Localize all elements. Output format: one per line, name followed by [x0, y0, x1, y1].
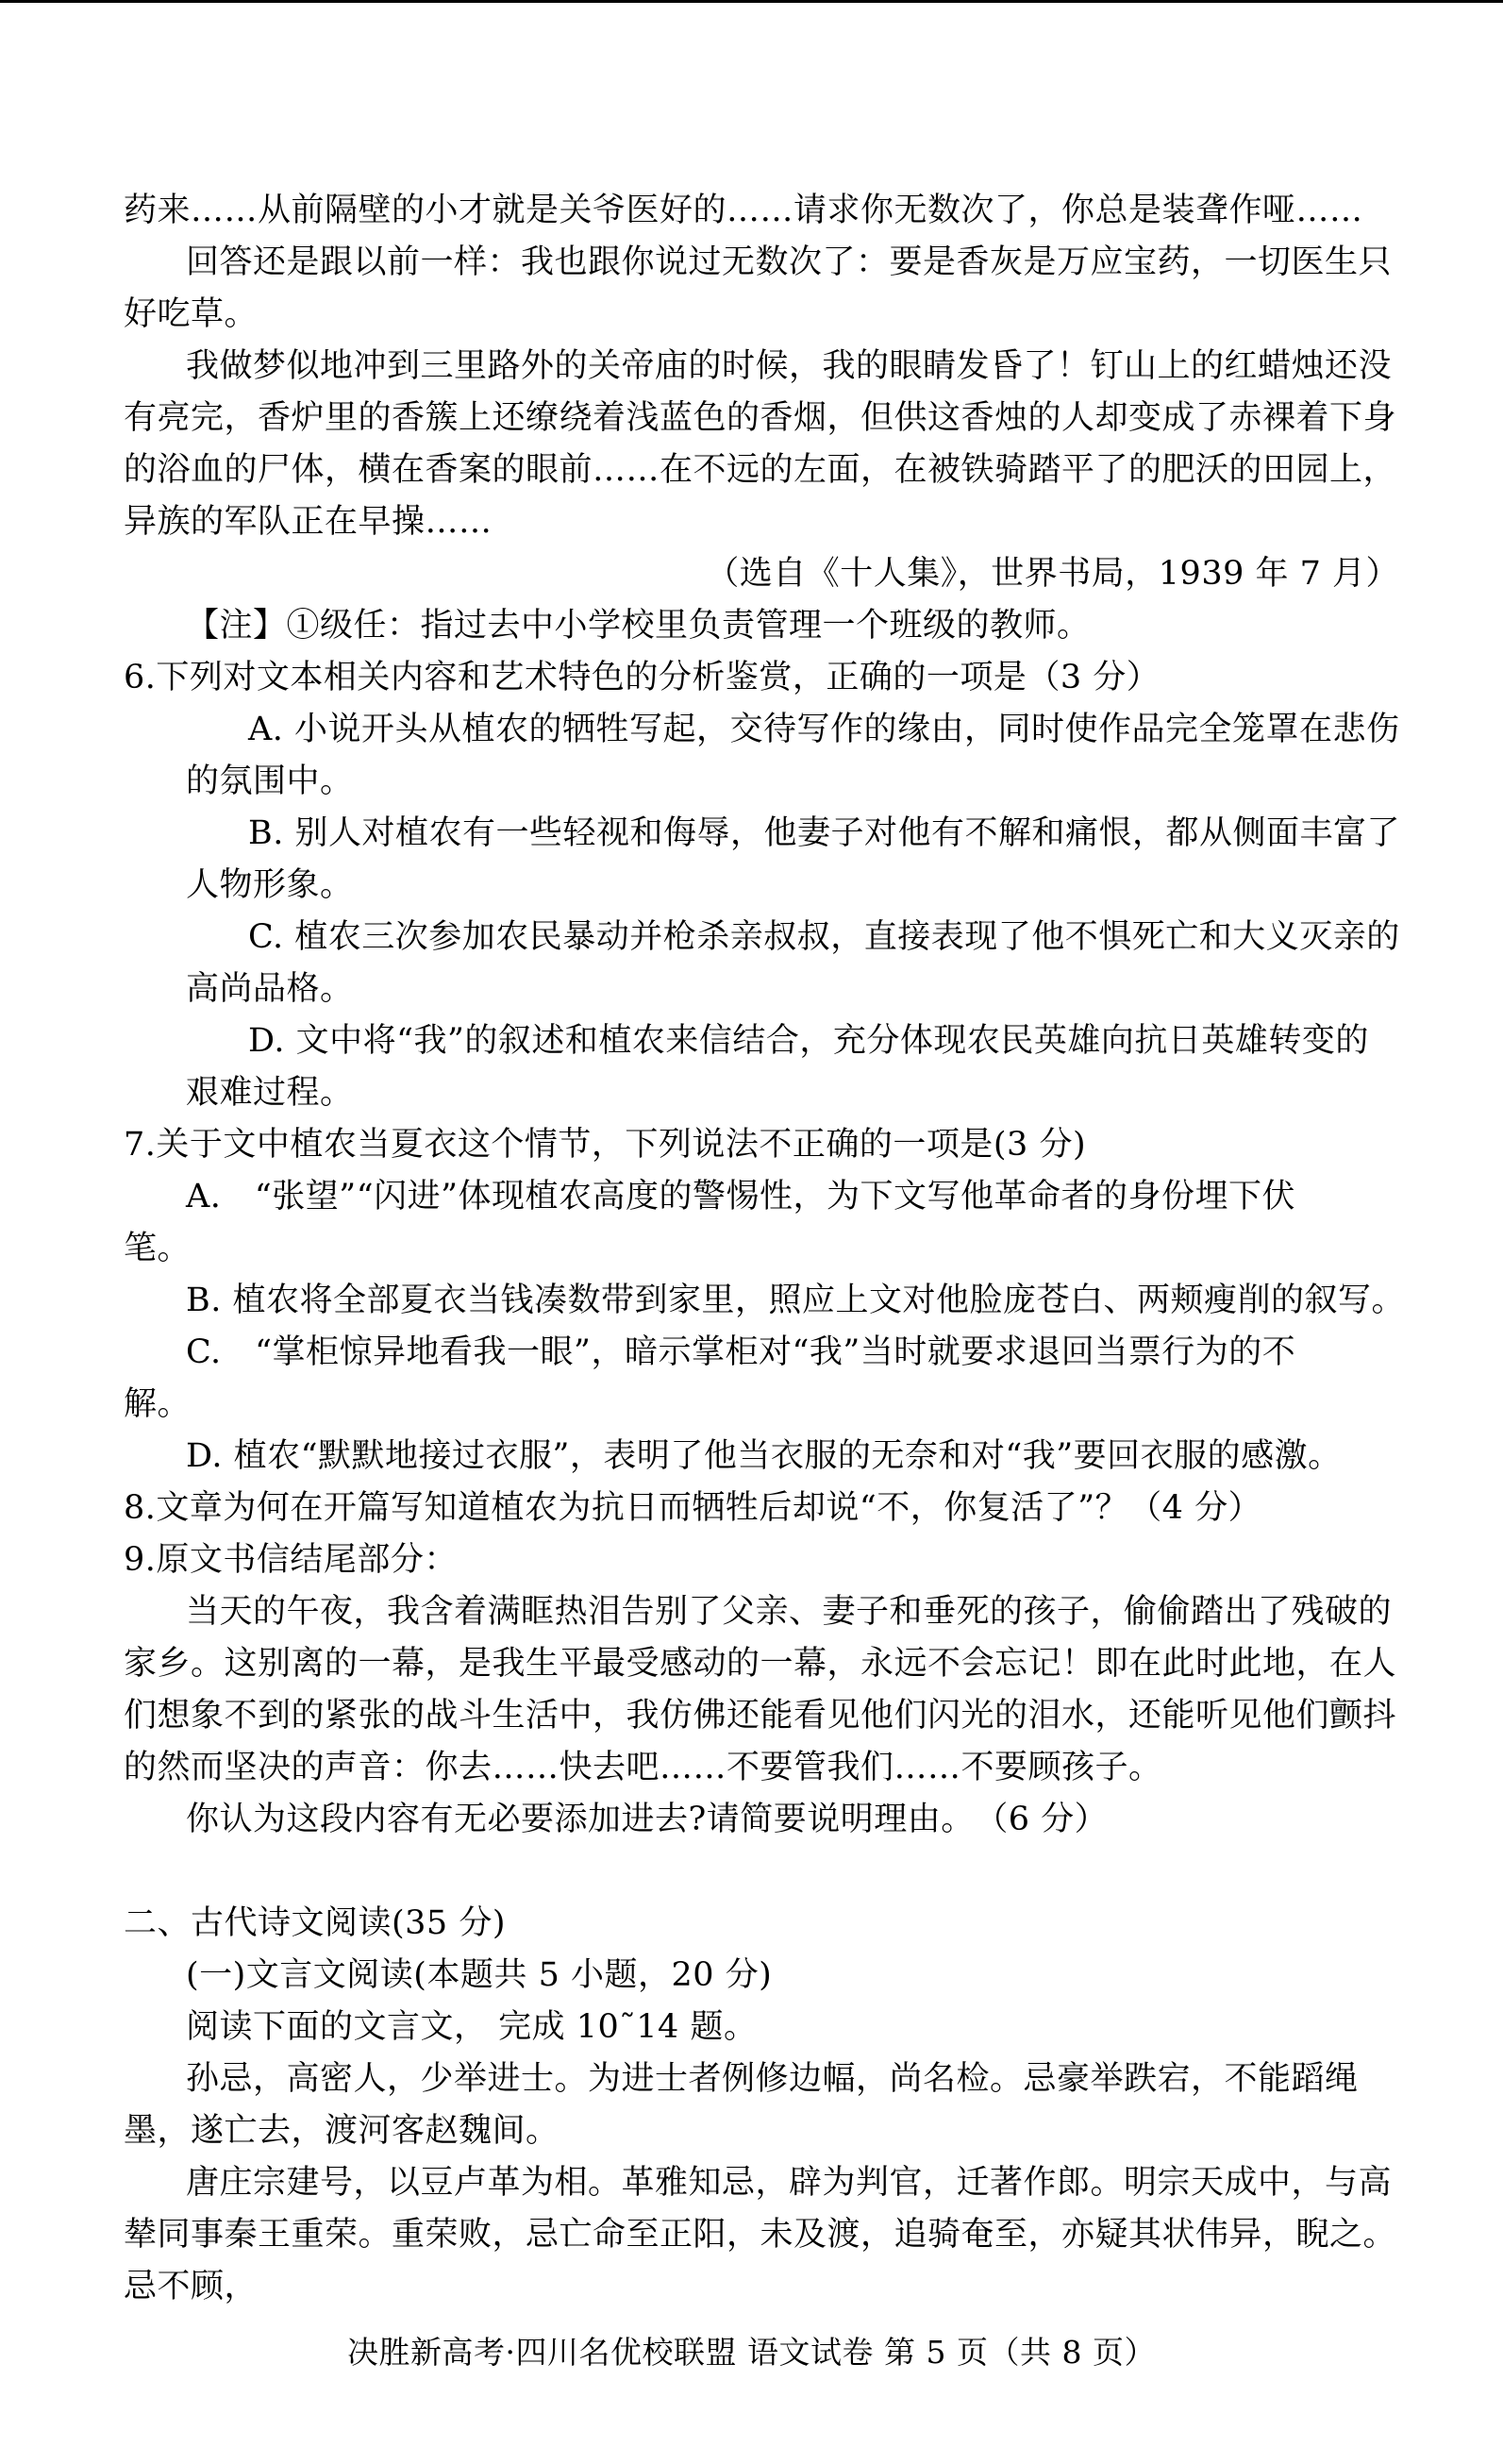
- story-paragraph-dream-cont-3: 异族的军队正在早操……: [124, 503, 493, 541]
- classical-text-paragraph-1: 孙忌，高密人，少举进士。为进士者例修边幅，尚名检。忌豪举跌宕，不能蹈绳: [186, 2060, 1359, 2098]
- footnote: 【注】①级任：指过去中小学校里负责管理一个班级的教师。: [186, 607, 1091, 645]
- question-8-stem: 8.文章为何在开篇写知道植农为抗日而牺牲后却说“不，你复活了”？（4 分）: [124, 1489, 1262, 1527]
- question-7-option-b: B. 植农将全部夏衣当钱凑数带到家里，照应上文对他脸庞苍白、两颊瘦削的叙写。: [186, 1282, 1405, 1319]
- classical-text-paragraph-2-cont-1: 辇同事秦王重荣。重荣败，忌亡命至正阳，未及渡，追骑奄至，亦疑其状伟异，睨之。: [124, 2216, 1397, 2254]
- question-9-letter-excerpt-4: 的然而坚决的声音：你去……快去吧……不要管我们……不要顾孩子。: [124, 1749, 1162, 1786]
- question-9-task: 你认为这段内容有无必要添加进去?请简要说明理由。 （6 分）: [186, 1801, 1109, 1838]
- question-7-option-c: C. “掌柜惊异地看我一眼”，暗示掌柜对“我”当时就要求退回当票行为的不: [186, 1333, 1296, 1371]
- question-9-letter-excerpt-1: 当天的午夜，我含着满眶热泪告别了父亲、妻子和垂死的孩子，偷偷踏出了残破的: [186, 1593, 1393, 1631]
- question-9-letter-excerpt-3: 们想象不到的紧张的战斗生活中，我仿佛还能看见他们闪光的泪水，还能听见他们颤抖: [124, 1697, 1397, 1735]
- source-attribution: （选自《十人集》，世界书局，1939 年 7 月）: [706, 555, 1399, 593]
- classical-text-paragraph-1-cont: 墨，遂亡去，渡河客赵魏间。: [124, 2112, 559, 2150]
- question-7-option-a-cont: 笔。: [124, 1230, 192, 1267]
- classical-text-paragraph-2: 唐庄宗建号，以豆卢革为相。革雅知忌，辟为判官，迁著作郎。明宗天成中，与高: [186, 2164, 1393, 2202]
- question-7-option-c-cont: 解。: [124, 1385, 192, 1423]
- story-paragraph-dream-cont-1: 有亮完，香炉里的香簇上还缭绕着浅蓝色的香烟，但供这香烛的人却变成了赤裸着下身: [124, 399, 1397, 437]
- story-line-continuation: 药来……从前隔壁的小才就是关爷医好的……请求你无数次了，你总是装聋作哑……: [124, 192, 1363, 229]
- question-6-option-b-cont: 人物形象。: [186, 866, 354, 904]
- exam-text-block: [124, 185, 1405, 2313]
- story-paragraph-reply: 回答还是跟以前一样：我也跟你说过无数次了：要是香灰是万应宝药，一切医生只: [186, 243, 1393, 281]
- question-6-option-c-cont: 高尚品格。: [186, 970, 354, 1008]
- question-6-option-a-cont: 的氛围中。: [186, 763, 354, 800]
- question-6-option-d: D. 文中将“我”的叙述和植农来信结合，充分体现农民英雄向抗日英雄转变的: [248, 1022, 1369, 1060]
- question-6-option-d-cont: 艰难过程。: [186, 1074, 354, 1112]
- reading-instruction: 阅读下面的文言文， 完成 10˜14 题。: [186, 2008, 758, 2046]
- page-footer: 决胜新高考·四川名优校联盟 语文试卷 第 5 页（共 8 页）: [347, 2334, 1156, 2371]
- classical-text-paragraph-2-cont-2: 忌不顾，: [124, 2268, 259, 2305]
- question-7-option-d: D. 植农“默默地接过衣服”，表明了他当衣服的无奈和对“我”要回衣服的感激。: [186, 1437, 1342, 1475]
- story-paragraph-dream-cont-2: 的浴血的尸体，横在香案的眼前……在不远的左面，在被铁骑踏平了的肥沃的田园上，: [124, 451, 1397, 489]
- question-9-letter-excerpt-2: 家乡。这别离的一幕，是我生平最受感动的一幕，永远不会忘记！即在此时此地，在人: [124, 1645, 1397, 1683]
- story-paragraph-dream: 我做梦似地冲到三里路外的关帝庙的时候，我的眼睛发昏了！钉山上的红蜡烛还没: [186, 347, 1393, 385]
- question-6-option-a: A. 小说开头从植农的牺牲写起，交待写作的缘由，同时使作品完全笼罩在悲伤: [248, 711, 1400, 748]
- question-7-option-a: A. “张望”“闪进”体现植农高度的警惕性，为下文写他革命者的身份埋下伏: [186, 1178, 1295, 1215]
- question-7-stem: 7.关于文中植农当夏衣这个情节，下列说法不正确的一项是(3 分): [124, 1126, 1087, 1164]
- question-6-stem: 6.下列对文本相关内容和艺术特色的分析鉴赏，正确的一项是（3 分）: [124, 659, 1161, 696]
- question-6-option-c: C. 植农三次参加农民暴动并枪杀亲叔叔，直接表现了他不惧死亡和大义灭亲的: [248, 918, 1400, 956]
- section-2-part-1-heading: (一)文言文阅读(本题共 5 小题，20 分): [186, 1956, 773, 1994]
- question-6-option-b: B. 别人对植农有一些轻视和侮辱，他妻子对他有不解和痛恨，都从侧面丰富了: [248, 814, 1400, 852]
- story-paragraph-reply-cont: 好吃草。: [124, 295, 259, 333]
- section-2-heading: 二、古代诗文阅读(35 分): [124, 1904, 506, 1942]
- question-9-stem: 9.原文书信结尾部分：: [124, 1541, 458, 1579]
- blank-line: [124, 1846, 1399, 1898]
